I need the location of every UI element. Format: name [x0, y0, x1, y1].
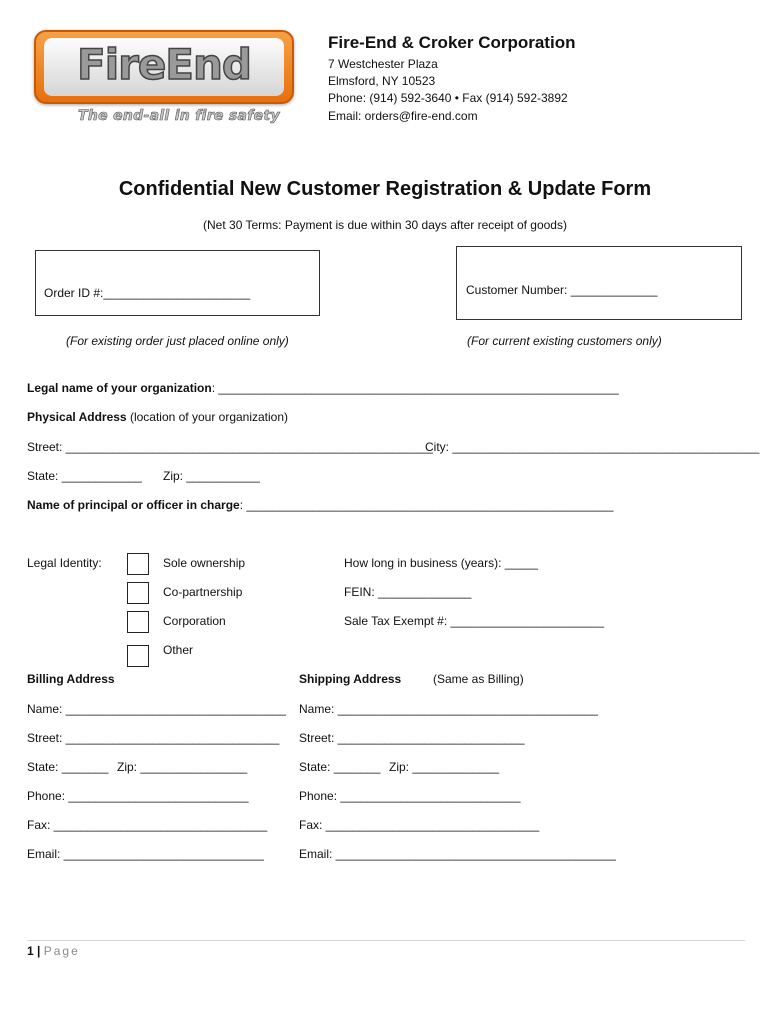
shipping-name-field[interactable]: Name: _______________________________________	[299, 702, 598, 716]
shipping-email-field[interactable]: Email: __________________________________________	[299, 847, 616, 861]
billing-state-field[interactable]: State: _______	[27, 760, 109, 774]
other-label: Other	[163, 643, 194, 657]
corporation-label: Corporation	[163, 614, 226, 628]
customer-number-note: (For current existing customers only)	[467, 334, 662, 348]
page-word: Page	[43, 944, 80, 958]
zip-field[interactable]: Zip: ___________	[163, 469, 260, 483]
sole-ownership-checkbox[interactable]	[127, 553, 149, 575]
fein-field[interactable]: FEIN: ______________	[344, 585, 472, 599]
company-address-line2: Elmsford, NY 10523	[328, 74, 436, 88]
company-email: Email: orders@fire-end.com	[328, 109, 478, 123]
shipping-zip-field[interactable]: Zip: _____________	[389, 760, 500, 774]
billing-fax-field[interactable]: Fax: ________________________________	[27, 818, 268, 832]
principal-label: Name of principal or officer in charge	[27, 498, 240, 512]
billing-email-field[interactable]: Email: ______________________________	[27, 847, 264, 861]
footer-divider	[27, 940, 745, 941]
shipping-phone-field[interactable]: Phone: ___________________________	[299, 789, 521, 803]
page-number	[27, 944, 80, 958]
principal-row[interactable]	[27, 498, 613, 512]
shipping-fax-field[interactable]: Fax: ________________________________	[299, 818, 540, 832]
city-field[interactable]: City: ______________________________________________	[425, 440, 760, 454]
legal-name-line[interactable]: : ____________________________________________________________	[211, 381, 619, 395]
state-field[interactable]: State: ____________	[27, 469, 142, 483]
sale-tax-exempt-field[interactable]: Sale Tax Exempt #: _______________________	[344, 614, 604, 628]
sole-ownership-label: Sole ownership	[163, 556, 246, 570]
physical-address-label: Physical Address	[27, 410, 127, 424]
billing-heading: Billing Address	[27, 672, 115, 686]
physical-address-note: (location of your organization)	[126, 410, 289, 424]
page-number-value: 1	[27, 944, 34, 958]
years-in-business-field[interactable]: How long in business (years): _____	[344, 556, 539, 570]
company-address-line1: 7 Westchester Plaza	[328, 57, 438, 71]
shipping-state-field[interactable]: State: _______	[299, 760, 381, 774]
company-phone-fax: Phone: (914) 592-3640 • Fax (914) 592-3892	[328, 91, 568, 105]
order-id-field[interactable]: Order ID #:______________________	[44, 286, 251, 300]
billing-street-field[interactable]: Street: ________________________________	[27, 731, 280, 745]
page-number-separator: |	[33, 944, 44, 958]
legal-name-row[interactable]	[27, 381, 619, 395]
logo-wordmark: FireEnd	[77, 40, 251, 89]
physical-address-row	[27, 410, 288, 424]
same-as-billing-label[interactable]: (Same as Billing)	[433, 672, 524, 686]
shipping-street-field[interactable]: Street: ____________________________	[299, 731, 525, 745]
customer-number-field[interactable]: Customer Number: _____________	[466, 283, 658, 297]
co-partnership-label: Co-partnership	[163, 585, 243, 599]
legal-identity-label: Legal Identity:	[27, 556, 102, 570]
logo-plate	[44, 38, 284, 96]
street-field[interactable]: Street: _______________________________________________________	[27, 440, 433, 454]
principal-line[interactable]: : _______________________________________________________	[239, 498, 614, 512]
form-title: Confidential New Customer Registration & Update Form	[118, 178, 652, 200]
logo-tagline: The end-all in fire safety	[78, 108, 280, 124]
company-name: Fire-End & Croker Corporation	[328, 33, 576, 52]
company-logo	[34, 30, 294, 104]
other-checkbox[interactable]	[127, 645, 149, 667]
billing-phone-field[interactable]: Phone: ___________________________	[27, 789, 249, 803]
co-partnership-checkbox[interactable]	[127, 582, 149, 604]
form-subtitle: (Net 30 Terms: Payment is due within 30 days after receipt of goods)	[203, 218, 567, 232]
billing-zip-field[interactable]: Zip: ________________	[117, 760, 248, 774]
billing-name-field[interactable]: Name: _________________________________	[27, 702, 286, 716]
corporation-checkbox[interactable]	[127, 611, 149, 633]
legal-name-label: Legal name of your organization	[27, 381, 212, 395]
shipping-heading: Shipping Address	[299, 672, 402, 686]
order-id-note: (For existing order just placed online only)	[66, 334, 289, 348]
order-id-box[interactable]	[35, 250, 320, 316]
